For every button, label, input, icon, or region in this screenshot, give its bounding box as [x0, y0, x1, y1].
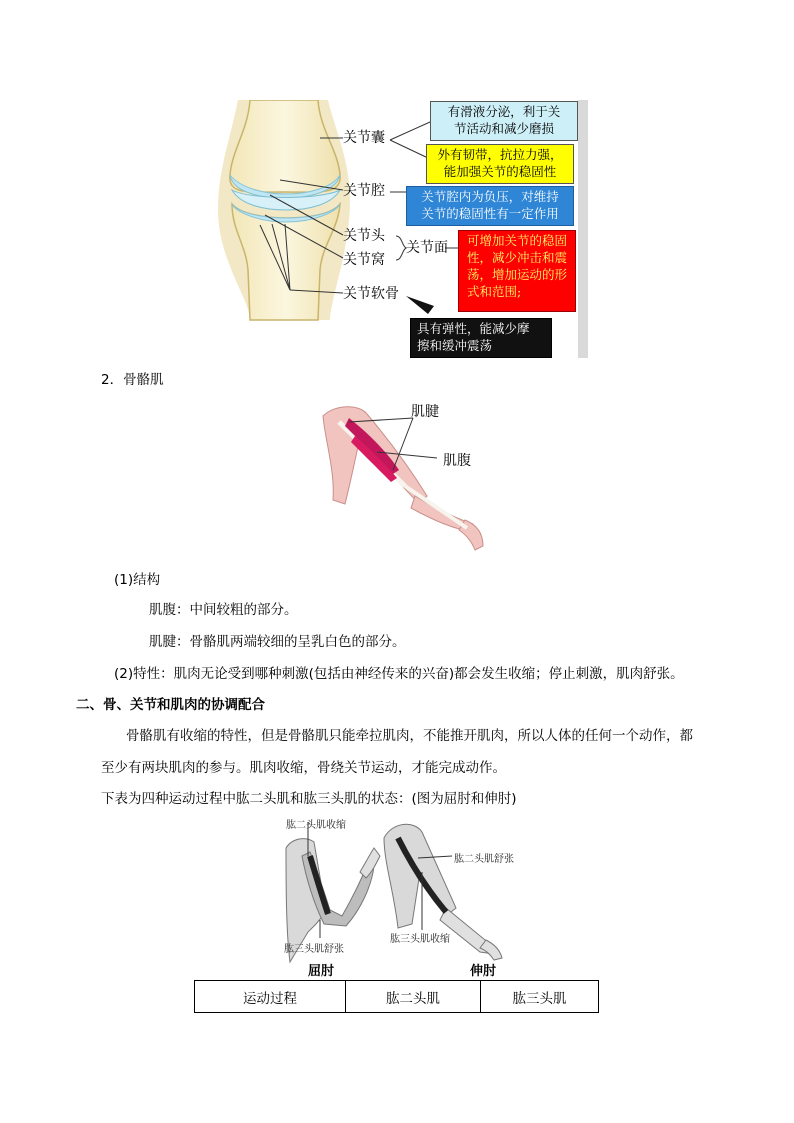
table-header-row [195, 981, 599, 1013]
joint-diagram [210, 100, 590, 358]
label-triceps-relax: 肱三头肌舒张 [284, 944, 344, 955]
label-biceps-contract: 肱二头肌收缩 [286, 820, 346, 831]
paragraph-table-intro: 下表为四种运动过程中肱二头肌和肱三头肌的状态：(图为屈肘和伸肘) [101, 791, 517, 807]
paragraph-line: 至少有两块肌肉的参与。肌肉收缩，骨绕关节运动，才能完成动作。 [101, 760, 506, 776]
label-joint-capsule: 关节囊 [343, 130, 385, 146]
structure-tendon-text: 肌腱：骨骼肌两端较细的呈乳白色的部分。 [149, 634, 406, 650]
label-joint-socket: 关节窝 [343, 252, 385, 268]
section-heading-coordination: 二、骨、关节和肌肉的协调配合 [76, 697, 265, 713]
muscle-state-table [194, 980, 599, 1013]
callout-cartilage [410, 318, 552, 358]
callout-line: 能加强关节的稳固性 [443, 164, 557, 179]
callout-line: 外有韧带，抗拉力强， [437, 147, 563, 162]
label-muscle-belly: 肌腹 [443, 453, 471, 469]
callout-ligament [426, 144, 574, 184]
label-joint-cartilage: 关节软骨 [343, 286, 399, 302]
callout-line: 性，减少冲击和震 [467, 250, 568, 265]
table-header-cell: 肱二头肌 [346, 981, 481, 1013]
table-header-cell: 运动过程 [195, 981, 346, 1013]
callout-line: 关节的稳固性有一定作用 [421, 206, 559, 221]
table-header-cell: 肱三头肌 [481, 981, 599, 1013]
callout-line: 关节腔内为负压，对维持 [421, 189, 559, 204]
callout-line: 可增加关节的稳固 [467, 233, 568, 248]
structure-belly-text: 肌腹：中间较粗的部分。 [149, 602, 298, 618]
label-joint-cavity: 关节腔 [343, 183, 385, 199]
callout-line: 擦和缓冲震荡 [417, 338, 493, 353]
figure-edge [578, 100, 588, 358]
property-text: (2)特性：肌肉无论受到哪种刺激(包括由神经传来的兴奋)都会发生收缩；停止刺激，肌肉舒张。 [114, 666, 684, 682]
label-joint-head: 关节头 [343, 228, 385, 244]
label-triceps-contract: 肱三头肌收缩 [390, 934, 450, 945]
caption-extend-elbow: 伸肘 [470, 964, 497, 979]
label-joint-surface: 关节面 [406, 240, 448, 256]
section-heading-skeletal-muscle: 2．骨骼肌 [101, 372, 164, 388]
label-biceps-relax: 肱二头肌舒张 [454, 854, 514, 865]
muscle-illustration [315, 400, 485, 558]
callout-synovial [430, 101, 578, 141]
callout-line: 荡，增加运动的形 [467, 267, 568, 282]
paragraph-line: 骨骼肌有收缩的特性，但是骨骼肌只能牵拉肌肉，不能推开肌肉，所以人体的任何一个动作，都 [126, 728, 693, 744]
structure-heading: (1)结构 [114, 572, 161, 588]
label-tendon: 肌腱 [411, 404, 439, 420]
callout-line: 式和范围; [467, 284, 522, 299]
muscle-diagram [315, 400, 485, 558]
caption-flex-elbow: 屈肘 [308, 964, 335, 979]
callout-surface [458, 230, 576, 312]
arm-flex-extend-diagram [280, 812, 520, 980]
callout-negative-pressure [406, 186, 574, 226]
callout-line: 具有弹性，能减少摩 [417, 321, 530, 336]
callout-line: 有滑液分泌，利于关 [447, 104, 561, 119]
callout-line: 节活动和减少磨损 [453, 121, 554, 136]
